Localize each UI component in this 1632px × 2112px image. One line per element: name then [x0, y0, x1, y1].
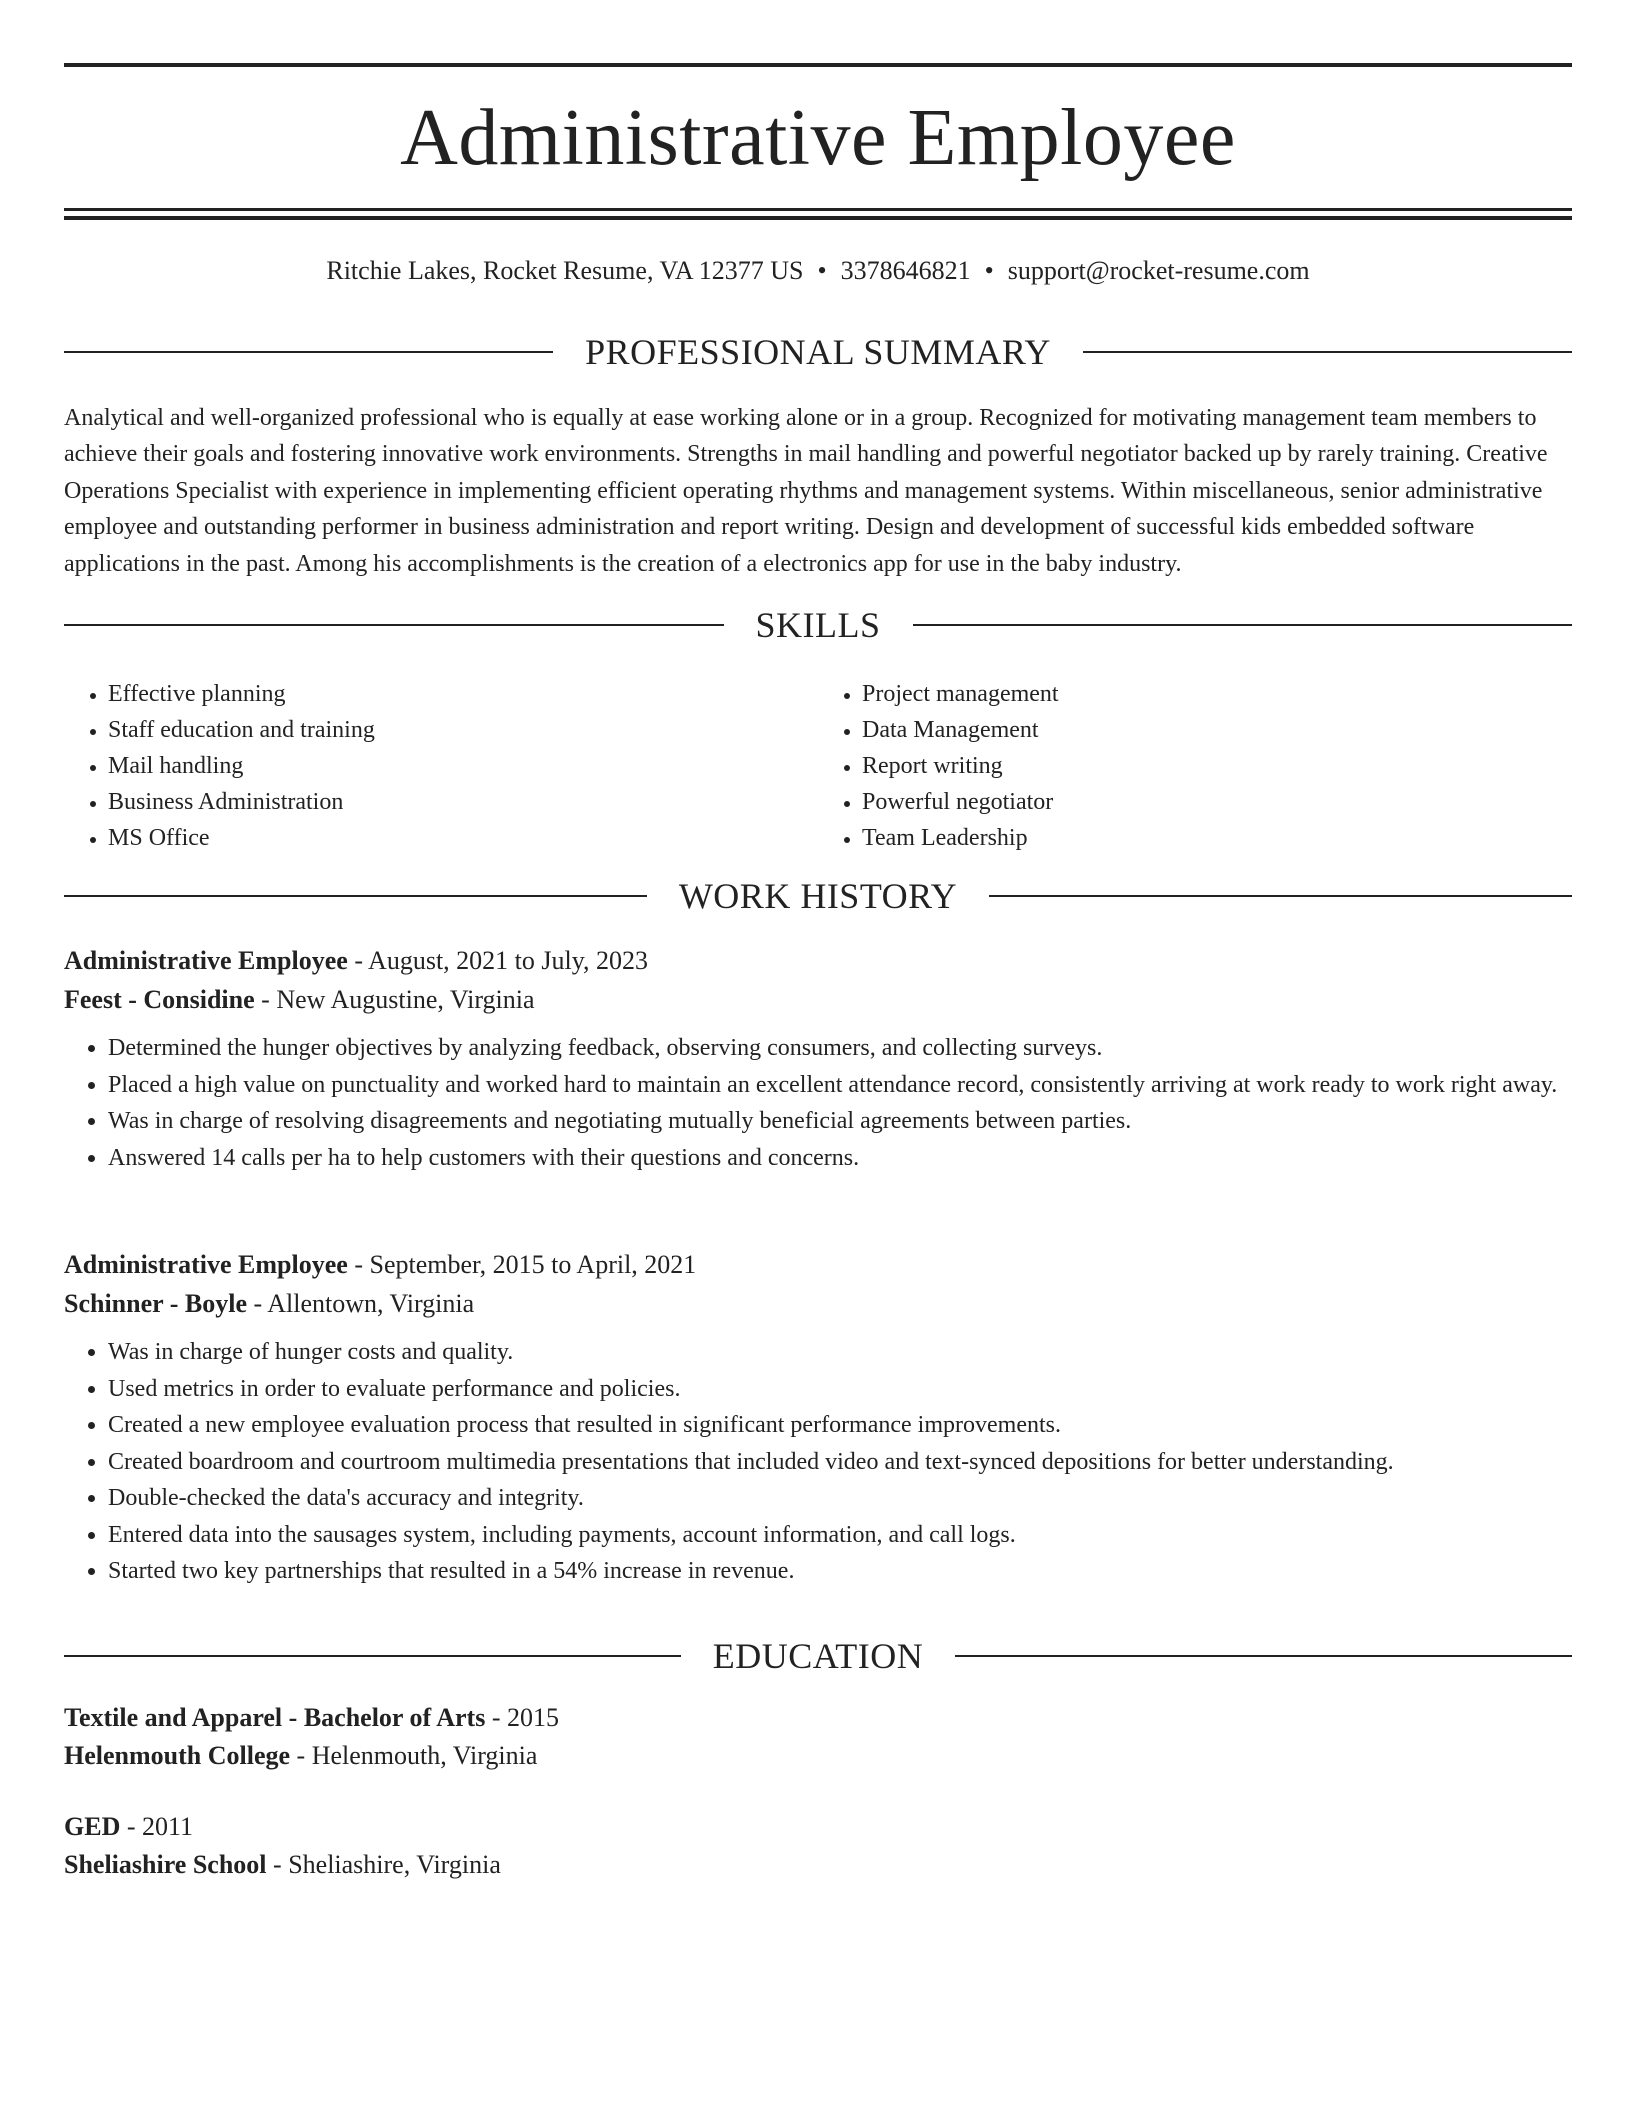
top-rule: [64, 63, 1572, 67]
field-separator: -: [485, 1703, 507, 1732]
edu-location: Helenmouth, Virginia: [311, 1741, 538, 1770]
edu-degree-line: [64, 1699, 1572, 1737]
skill-item: • Data Management: [862, 712, 1572, 748]
job-bullet: • Used metrics in order to evaluate performance and policies.: [108, 1371, 1572, 1408]
job-dates: August, 2021 to July, 2023: [368, 946, 649, 975]
skills-column-left: [64, 676, 818, 856]
job-company-line: [64, 980, 1572, 1019]
job-bullets: [64, 1334, 1572, 1590]
heading-rule-right: [955, 1655, 1572, 1657]
job-title-line: [64, 1245, 1572, 1284]
summary-section-heading: [64, 332, 1572, 372]
job-title: Administrative Employee: [64, 946, 348, 975]
contact-email: support@rocket-resume.com: [1007, 256, 1310, 285]
edu-degree: GED: [64, 1812, 121, 1841]
skill-item: • Powerful negotiator: [862, 784, 1572, 820]
job-company-line: [64, 1284, 1572, 1323]
job-bullet: • Placed a high value on punctuality and worked hard to maintain an excellent attendance record, consistently arriving at work ready to work right away.: [108, 1067, 1572, 1104]
education-heading: EDUCATION: [712, 1636, 924, 1676]
contact-separator: •: [984, 256, 994, 285]
edu-degree-line: [64, 1808, 1572, 1846]
heading-rule-left: [64, 895, 647, 897]
field-separator: -: [347, 1250, 370, 1279]
work-heading: WORK HISTORY: [678, 876, 958, 916]
field-separator: -: [266, 1850, 289, 1879]
skill-item: • Report writing: [862, 748, 1572, 784]
job-title-line: [64, 941, 1572, 980]
contact-phone: 3378646821: [840, 256, 971, 285]
skill-item: • Mail handling: [108, 748, 818, 784]
skills-heading: SKILLS: [755, 605, 881, 645]
job-bullet: • Was in charge of resolving disagreements and negotiating mutually beneficial agreements between parties.: [108, 1103, 1572, 1140]
job-bullet: • Double-checked the data's accuracy and integrity.: [108, 1480, 1572, 1517]
heading-rule-right: [1083, 351, 1572, 353]
title-rule-upper: [64, 208, 1572, 211]
edu-school-line: [64, 1846, 1572, 1884]
skill-item: • Effective planning: [108, 676, 818, 712]
field-separator: -: [120, 1812, 143, 1841]
field-separator: -: [347, 946, 369, 975]
job-location: New Augustine, Virginia: [276, 985, 535, 1014]
field-separator: -: [290, 1741, 312, 1770]
skills-section-heading: [64, 605, 1572, 645]
heading-rule-right: [913, 624, 1573, 626]
title-rule-lower: [64, 216, 1572, 220]
heading-rule-left: [64, 351, 553, 353]
education-entry: [64, 1808, 1572, 1884]
edu-location: Sheliashire, Virginia: [288, 1850, 501, 1879]
skills-list: [64, 676, 1572, 856]
skill-item: • Business Administration: [108, 784, 818, 820]
job-bullet: • Determined the hunger objectives by analyzing feedback, observing consumers, and collecting surveys.: [108, 1030, 1572, 1067]
job-bullet: • Answered 14 calls per ha to help customers with their questions and concerns.: [108, 1140, 1572, 1177]
job-company: Feest - Considine: [64, 985, 255, 1014]
job-bullet: • Entered data into the sausages system, including payments, account information, and call logs.: [108, 1517, 1572, 1554]
job-company: Schinner - Boyle: [64, 1289, 247, 1318]
skill-item: • Team Leadership: [862, 820, 1572, 856]
contact-line: [64, 254, 1572, 288]
edu-school-line: [64, 1737, 1572, 1775]
education-entry: [64, 1699, 1572, 1775]
skill-item: • MS Office: [108, 820, 818, 856]
job-bullet: • Was in charge of hunger costs and quality.: [108, 1334, 1572, 1371]
skills-column-right: [818, 676, 1572, 856]
heading-rule-left: [64, 624, 724, 626]
edu-school: Helenmouth College: [64, 1741, 291, 1770]
skill-item: • Staff education and training: [108, 712, 818, 748]
skill-item: • Project management: [862, 676, 1572, 712]
field-separator: -: [254, 985, 277, 1014]
job-dates: September, 2015 to April, 2021: [369, 1250, 697, 1279]
summary-text: Analytical and well-organized professional who is equally at ease working alone or in a group. Recognized for motivating management team members to achieve their goals and fostering innovative work environments. Strengths in mail handling and powerful negotiator backed up by rarely training. Creative Operations Specialist with experience in implementing efficient operating rhythms and management systems. Within miscellaneous, senior administrative employee and outstanding performer in business administration and report writing. Design and development of successful kids embedded software applications in the past. Among his accomplishments is the creation of a electronics app for use in the baby industry.: [64, 405, 1548, 577]
contact-separator: •: [817, 256, 827, 285]
contact-address: Ritchie Lakes, Rocket Resume, VA 12377 US: [326, 256, 804, 285]
job-bullet: • Started two key partnerships that resulted in a 54% increase in revenue.: [108, 1553, 1572, 1590]
job-bullet: • Created boardroom and courtroom multimedia presentations that included video and text-synced depositions for better understanding.: [108, 1444, 1572, 1481]
job-entry: [64, 941, 1572, 1176]
job-title: Administrative Employee: [64, 1250, 348, 1279]
job-entry: [64, 1245, 1572, 1590]
page-title: Administrative Employee: [400, 94, 1236, 182]
job-location: Allentown, Virginia: [267, 1289, 475, 1318]
edu-degree: Textile and Apparel - Bachelor of Arts: [64, 1703, 486, 1732]
edu-year: 2015: [506, 1703, 559, 1732]
heading-rule-right: [989, 895, 1572, 897]
job-bullet: • Created a new employee evaluation process that resulted in significant performance improvements.: [108, 1407, 1572, 1444]
edu-year: 2011: [142, 1812, 194, 1841]
edu-school: Sheliashire School: [64, 1850, 267, 1879]
field-separator: -: [246, 1289, 268, 1318]
work-section-heading: [64, 876, 1572, 916]
heading-rule-left: [64, 1655, 681, 1657]
summary-heading: PROFESSIONAL SUMMARY: [585, 332, 1051, 372]
education-section-heading: [64, 1636, 1572, 1676]
job-bullets: [64, 1030, 1572, 1176]
